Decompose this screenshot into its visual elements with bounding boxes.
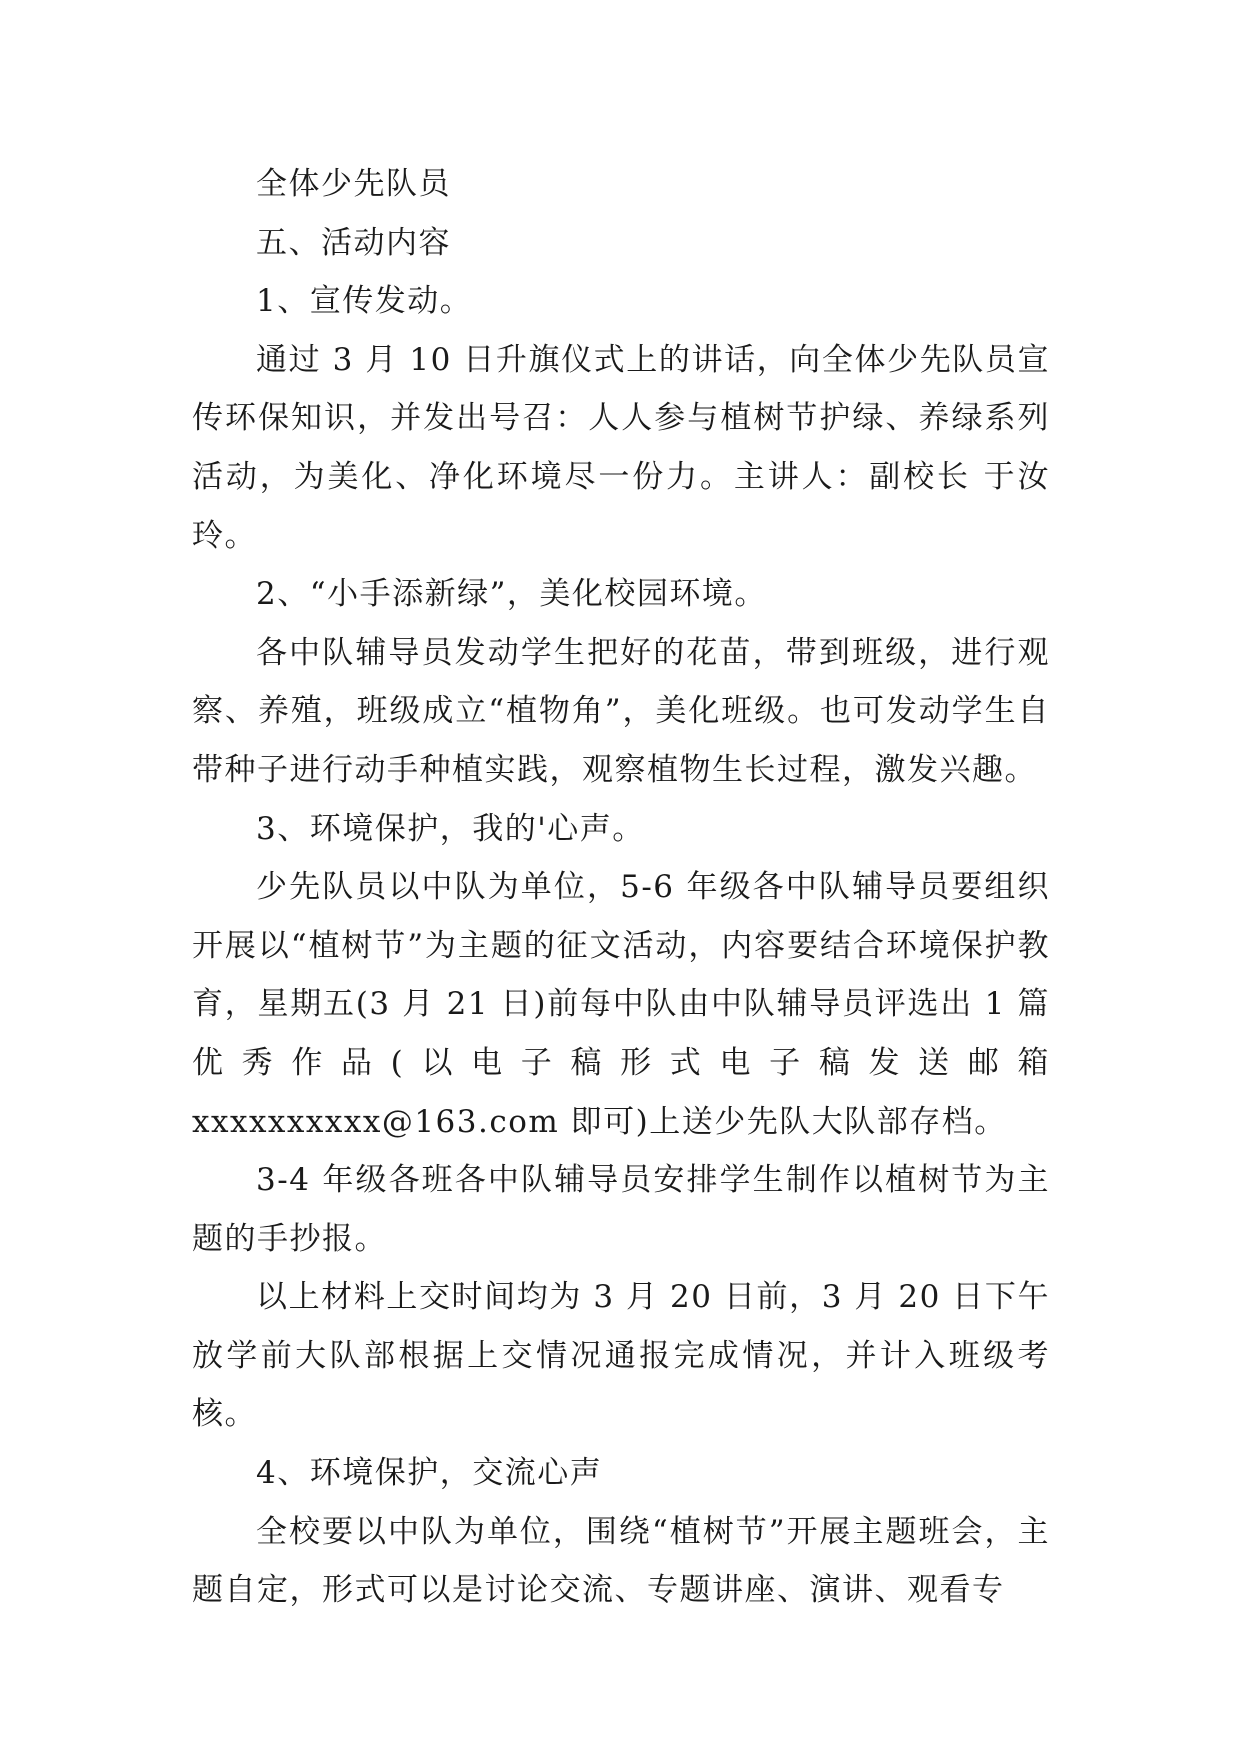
paragraph-submission-deadline: 以上材料上交时间均为 3 月 20 日前，3 月 20 日下午放学前大队部根据上交情况通报完成情况，并计入班级考核。 [192,1279,1050,1433]
paragraph-publicity: 通过 3 月 10 日升旗仪式上的讲话，向全体少先队员宣传环保知识，并发出号召：人人参与植树节护绿、养绿系列活动，为美化、净化环境尽一份力。主讲人：副校长 于汝玲。 [192,341,1050,554]
paragraph-handwritten-newspaper: 3-4 年级各班各中队辅导员安排学生制作以植树节为主题的手抄报。 [192,1162,1050,1257]
subheading-green-campus: 2、“小手添新绿”，美化校园环境。 [256,576,767,613]
subheading-environment-voice: 3、环境保护，我的'心声。 [256,810,645,847]
paragraph-essay-activity: 少先队员以中队为单位，5-6 年级各中队辅导员要组织开展以“植树节”为主题的征文活动，内容要结合环境保护教育，星期五(3 月 21 日)前每中队由中队辅导员评选出 1 篇优秀作品(以电子稿形式电子稿发送邮箱xxxxxxxxxx@163.com 即可)上送少先队大队部存档。 [192,869,1050,1140]
subheading-publicity: 1、宣传发动。 [256,283,473,320]
heading-activity-content: 五、活动内容 [256,224,451,261]
paragraph-audience: 全体少先队员 [256,166,451,202]
paragraph-class-meeting: 全校要以中队为单位，围绕“植树节”开展主题班会，主题自定，形式可以是讨论交流、专题讲座、演讲、观看专 [192,1513,1050,1609]
subheading-exchange-voice: 4、环境保护，交流心声 [256,1455,603,1492]
paragraph-green-campus: 各中队辅导员发动学生把好的花苗，带到班级，进行观察、养殖，班级成立“植物角”，美化班级。也可发动学生自带种子进行动手种植实践，观察植物生长过程，激发兴趣。 [192,634,1050,788]
document-body [192,155,1050,1620]
